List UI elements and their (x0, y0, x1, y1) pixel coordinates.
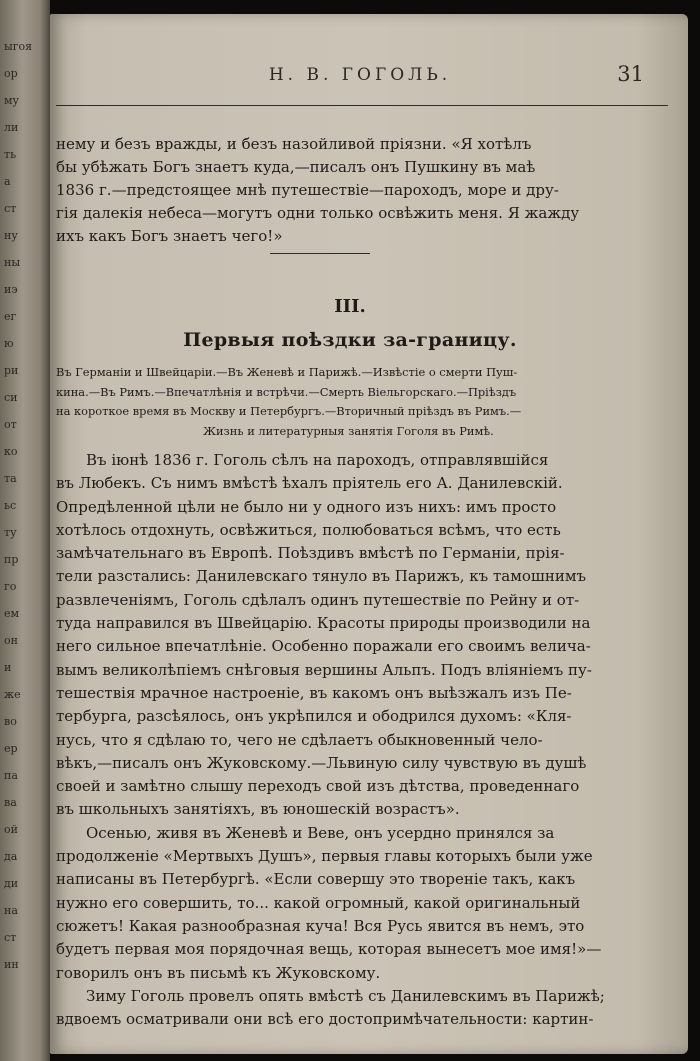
facing-page-fragment: ьс (4, 499, 17, 512)
text-line: развлеченіямъ, Гоголь сдѣлалъ одинъ путешествіе по Рейну и от- (56, 590, 580, 609)
summary-line: Жизнь и литературныя занятія Гоголя въ Римѣ. (203, 423, 494, 438)
facing-page-fragment: ыгоя (4, 40, 33, 53)
facing-page-fragment: ой (4, 823, 18, 836)
facing-page-fragment: ин (4, 958, 19, 971)
facing-page-fragment: да (4, 850, 18, 863)
facing-page-fragment: ть (4, 148, 17, 161)
text-line: тели разстались: Данилевскаго тянуло въ Парижъ, къ тамошнимъ (56, 567, 587, 586)
text-line: продолженіе «Мертвыхъ Душъ», первыя главы которыхъ были уже (56, 847, 593, 866)
facing-page-fragment: ли (4, 121, 19, 134)
text-line: вымъ великолѣпіемъ снѣговыя вершины Альпъ. Подъ вліяніемъ пу- (56, 660, 592, 679)
text-line: Зиму Гоголь провелъ опять вмѣстѣ съ Данилевскимъ въ Парижѣ; (86, 986, 605, 1005)
facing-page-fragment: го (4, 580, 17, 593)
text-line: хотѣлось отдохнуть, освѣжиться, полюбоваться всѣмъ, что есть (56, 520, 561, 539)
text-line: бы убѣжать Богъ знаетъ куда,—писалъ онъ Пушкину въ маѣ (56, 158, 536, 176)
text-line: Въ іюнѣ 1836 г. Гоголь сѣлъ на пароходъ, отправлявшійся (86, 451, 549, 469)
text-line: въ Любекъ. Съ нимъ вмѣстѣ ѣхалъ пріятель его А. Данилевскій. (56, 474, 563, 493)
facing-page-fragment: ва (4, 796, 17, 809)
text-line: него сильное впечатлѣніе. Особенно поражали его своимъ велича- (56, 637, 591, 656)
opening-paragraph (56, 133, 636, 248)
text-line: гія далекія небеса—могутъ одни только освѣжить меня. Я жажду (56, 204, 580, 222)
facing-page-fragment: ди (4, 877, 19, 890)
page-number: 31 (617, 62, 644, 86)
text-line: нему и безъ вражды, и безъ назойливой пріязни. «Я хотѣлъ (56, 135, 532, 153)
running-title: Н. В. ГОГОЛЬ. (268, 65, 452, 85)
text-line: замѣчательнаго въ Европѣ. Поѣздивъ вмѣстѣ по Германіи, прія- (56, 544, 565, 563)
facing-page-fragment: во (4, 715, 17, 728)
text-line: туда направился въ Швейцарію. Красоты природы производили на (56, 614, 591, 633)
header-rule (56, 105, 668, 106)
chapter-title: Первыя поѣздки за-границу. (183, 329, 517, 351)
chapter-body (56, 449, 641, 1031)
facing-page-fragment: ри (4, 364, 19, 377)
text-line: нусь, что я сдѣлаю то, чего не сдѣлаетъ обыкновенный чело- (56, 730, 543, 749)
facing-page-fragment: ст (4, 202, 17, 215)
text-line: тербурга, разсѣялось, онъ укрѣпился и ободрился духомъ: «Кля- (56, 707, 572, 726)
facing-page-fragment: пр (4, 553, 19, 566)
facing-page-fragment: ор (4, 67, 18, 80)
facing-page-fragment: ны (4, 256, 21, 269)
text-line: 1836 г.—предстоящее мнѣ путешествіе—пароходъ, море и дру- (56, 181, 559, 199)
facing-page-fragment: а (4, 175, 11, 188)
facing-page-fragment: ем (4, 607, 20, 620)
text-line: вдвоемъ осматривали они всѣ его достопримѣчательности: картин- (56, 1010, 594, 1029)
facing-page-fragment: ту (4, 526, 17, 539)
facing-page-fragment: и (4, 661, 12, 674)
summary-line: Въ Германіи и Швейцаріи.—Въ Женевѣ и Парижѣ.—Извѣстіе о смерти Пуш- (56, 365, 518, 379)
text-line: своей и замѣтно слышу переходъ свой изъ дѣтства, проведеннаго (56, 777, 580, 796)
facing-page-fragment: ко (4, 445, 18, 458)
facing-page-fragment: на (4, 904, 18, 917)
facing-page-fragment: ст (4, 931, 17, 944)
text-line: написаны въ Петербургѣ. «Если совершу это твореніе такъ, какъ (56, 870, 576, 889)
facing-page-fragment: ю (4, 337, 14, 350)
facing-page-fragment: ну (4, 229, 18, 242)
facing-page-fragment: му (4, 94, 20, 107)
text-line: тешествія мрачное настроеніе, въ какомъ онъ выѣзжалъ изъ Пе- (56, 683, 572, 702)
facing-page-fragment: от (4, 418, 17, 431)
section-divider (270, 253, 370, 254)
facing-page-fragment: иэ (4, 283, 18, 296)
summary-line: на короткое время въ Москву и Петербургъ.—Вторичный пріѣздъ въ Римъ.— (56, 404, 522, 418)
facing-page-fragment: па (4, 769, 18, 782)
chapter-number: III. (334, 296, 366, 317)
facing-page-fragment: ер (4, 742, 18, 755)
facing-page-fragment: ег (4, 310, 17, 323)
facing-page-edge (0, 0, 50, 1061)
text-line: сюжетъ! Какая разнообразная куча! Вся Русь явится въ немъ, это (56, 916, 585, 935)
facing-page-fragment: он (4, 634, 18, 647)
summary-line: кина.—Въ Римъ.—Впечатлѣнія и встрѣчи.—Смерть Віельгорскаго.—Пріѣздъ (56, 384, 517, 399)
text-line: будетъ первая моя порядочная вещь, которая вынесетъ мое имя!»— (56, 940, 602, 959)
text-line: нужно его совершить, то... какой огромный, какой оригинальный (56, 893, 581, 912)
facing-page-fragment: си (4, 391, 18, 404)
text-line: Осенью, живя въ Женевѣ и Веве, онъ усердно принялся за (86, 823, 555, 842)
facing-page-fragment: та (4, 472, 17, 485)
text-line: въ школьныхъ занятіяхъ, въ юношескій возрастъ». (56, 800, 460, 819)
book-page (50, 14, 688, 1054)
text-line: вѣкъ,—писалъ онъ Жуковскому.—Львиную силу чувствую въ душѣ (56, 753, 587, 772)
text-line: говорилъ онъ въ письмѣ къ Жуковскому. (56, 963, 381, 982)
page-header (50, 62, 688, 93)
facing-page-fragment: же (4, 688, 21, 701)
text-line: ихъ какъ Богъ знаетъ чего!» (56, 227, 283, 245)
text-line: Опредѣленной цѣли не было ни у одного изъ нихъ: имъ просто (56, 497, 557, 516)
chapter-summary (56, 363, 641, 441)
